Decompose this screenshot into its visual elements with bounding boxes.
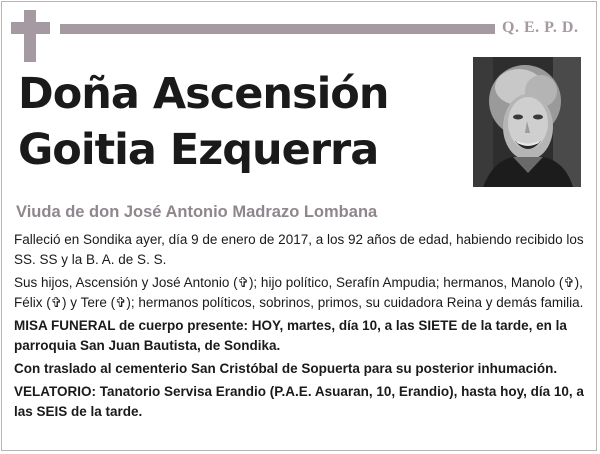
qepd-label: Q. E. P. D. [502, 19, 579, 36]
portrait-image [473, 57, 581, 187]
subtitle-widow-of: Viuda de don José Antonio Madrazo Lombana [16, 203, 378, 221]
obituary-body [14, 230, 586, 425]
header-divider-bar [60, 24, 495, 34]
name-line-1: Doña Ascensión [18, 69, 389, 119]
portrait-photo [473, 57, 581, 187]
cross-icon-horizontal [11, 22, 50, 34]
paragraph-family: Sus hijos, Ascensión y José Antonio (✞); hijo político, Serafín Ampudia; hermanos, Manolo (✞), Félix (✞) y Tere (✞); hermanos políticos, sobrinos, primos, su cuidadora Reina y demás familia. [14, 275, 584, 310]
paragraph-burial: Con traslado al cementerio San Cristóbal de Sopuerta para su posterior inhumación. [14, 361, 558, 376]
cross-icon-vertical [24, 10, 36, 62]
deceased-name [18, 66, 458, 178]
paragraph-death-notice: Falleció en Sondika ayer, día 9 de enero de 2017, a los 92 años de edad, habiendo recibido los SS. SS y la B. A. de S. S. [14, 232, 584, 267]
paragraph-wake: VELATORIO: Tanatorio Servisa Erandio (P.A.E. Asuaran, 10, Erandio), hasta hoy, día 10, a las SEIS de la tarde. [14, 384, 584, 419]
paragraph-funeral-mass: MISA FUNERAL de cuerpo presente: HOY, martes, día 10, a las SIETE de la tarde, en la parroquia San Juan Bautista, de Sondika. [14, 318, 567, 353]
name-line-2: Goitia Ezquerra [18, 125, 379, 175]
